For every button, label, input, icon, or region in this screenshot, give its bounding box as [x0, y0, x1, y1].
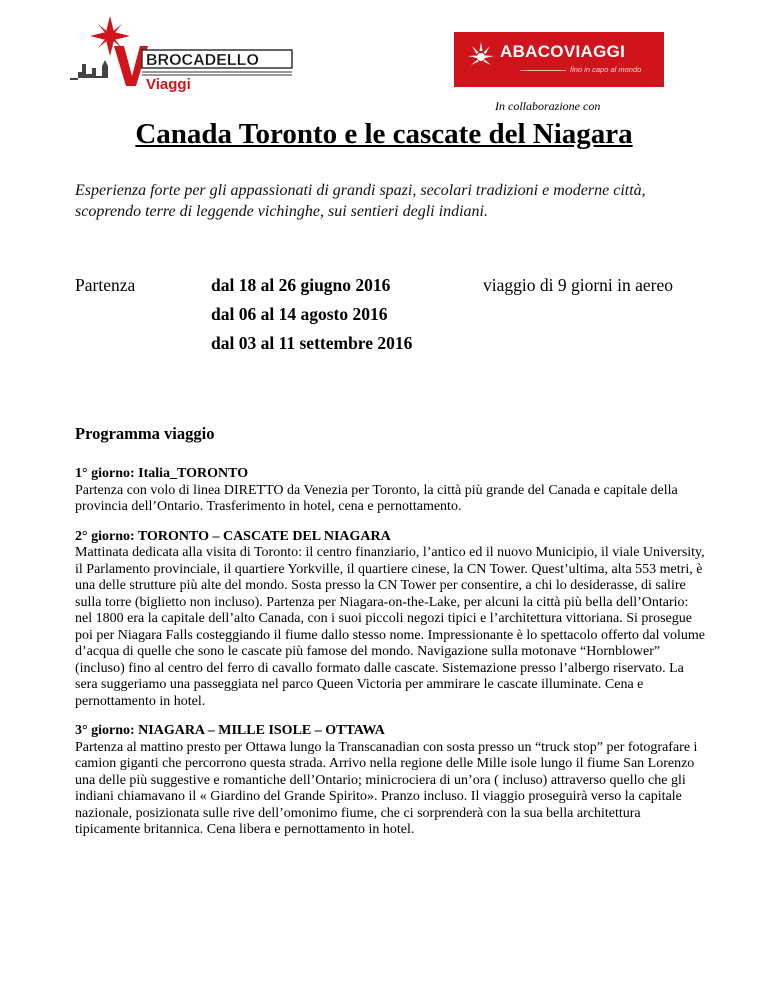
departure-date: dal 03 al 11 settembre 2016	[211, 333, 413, 353]
day-description: Partenza al mattino presto per Ottawa lungo la Transcanadian con sosta presso un “truck stop” per fotografare i camion giganti che percorrono questa strada. Arrivo nella regione delle Mille isole lungo il fiume San Lorenzo una delle più suggestive e romantiche dell’Ontario; minicrociera di un’ora ( incluso) attraverso quello che gli indiani chiamavano il « Giardino del Grande Spirito». Pranzo incluso. Il viaggio proseguirà verso la capitale nazionale, posizionata sulle rive dell’omonimo fiume, che ci sorprenderà con la sua bella architettura tipicamente britannica. Cena libera e pernottamento in hotel.	[75, 739, 698, 837]
brocadello-sub-text: Viaggi	[146, 76, 191, 93]
program-title: Programma viaggio	[75, 424, 215, 443]
departure-date: dal 06 al 14 agosto 2016	[211, 304, 388, 324]
page-title: Canada Toronto e le cascate del Niagara	[135, 118, 633, 150]
departure-dates	[211, 275, 412, 362]
program-day	[75, 529, 705, 711]
abacoviaggi-brand-text: ABACOVIAGGI	[500, 42, 626, 61]
abacoviaggi-tagline: fino in capo al mondo	[570, 65, 642, 74]
brocadello-logo	[68, 14, 318, 94]
logo-divider	[520, 70, 566, 71]
day-title: 2° giorno: TORONTO – CASCATE DEL NIAGARA	[75, 528, 391, 544]
day-title: 3° giorno: NIAGARA – MILLE ISOLE – OTTAWA	[75, 723, 385, 738]
sun-emblem-icon	[466, 40, 496, 70]
departure-label: Partenza	[75, 275, 136, 295]
departure-date: dal 18 al 26 giugno 2016	[211, 275, 391, 295]
abacoviaggi-logo	[454, 32, 664, 87]
intro-text: Esperienza forte per gli appassionati di grandi spazi, secolari tradizioni e moderne città, scoprendo terre di leggende vichinghe, sui sentieri degli indiani.	[75, 182, 646, 220]
trip-duration: viaggio di 9 giorni in aereo	[483, 275, 674, 295]
day-description: Mattinata dedicata alla visita di Toronto: il centro finanziario, l’antico ed il nuovo Municipio, il viale University, il Parlamento provinciale, il quartiere Yorkville, il quartiere cinese, la CN Tower. Quest’ultima, alta 553 metri, è una delle strutture più alte del mondo. Sosta presso la CN Tower per consentire, a chi lo desiderasse, di salire sulla torre (biglietto non incluso). Partenza per Niagara-on-the-Lake, per alcuni la città più bella dell’Ontario: nel 1800 era la capitale dell’alto Canada, con i suoi piccoli negozi tipici e l’architettura vittoriana. Si prosegue poi per Niagara Falls costeggiando il fiume dallo stesso nome. Impressionante è lo spettacolo offerto dal volume d’acqua di quelle che sono le cascate più famose del mondo. Navigazione sulla motonave “Hornblower” (incluso) fino al centro del ferro di cavallo formato dalle cascate. Sistemazione presso l’albergo riservato. La sera suggeriamo una passeggiata nel parco Queen Victoria per ammirare le cascate illuminate. Cena e pernottamento in hotel.	[75, 545, 705, 709]
brocadello-brand-text: BROCADELLO	[146, 52, 259, 69]
brocadello-logo-graphic	[68, 14, 318, 94]
program-day	[75, 723, 705, 839]
program-days	[75, 466, 705, 852]
day-description: Partenza con volo di linea DIRETTO da Venezia per Toronto, la città più grande del Canada e capitale della provincia dell’Ontario. Trasferimento in hotel, cena e pernottamento.	[75, 482, 678, 514]
day-title: 1° giorno: Italia_TORONTO	[75, 466, 249, 481]
collaboration-note: In collaborazione con	[495, 99, 601, 113]
program-day	[75, 466, 705, 516]
